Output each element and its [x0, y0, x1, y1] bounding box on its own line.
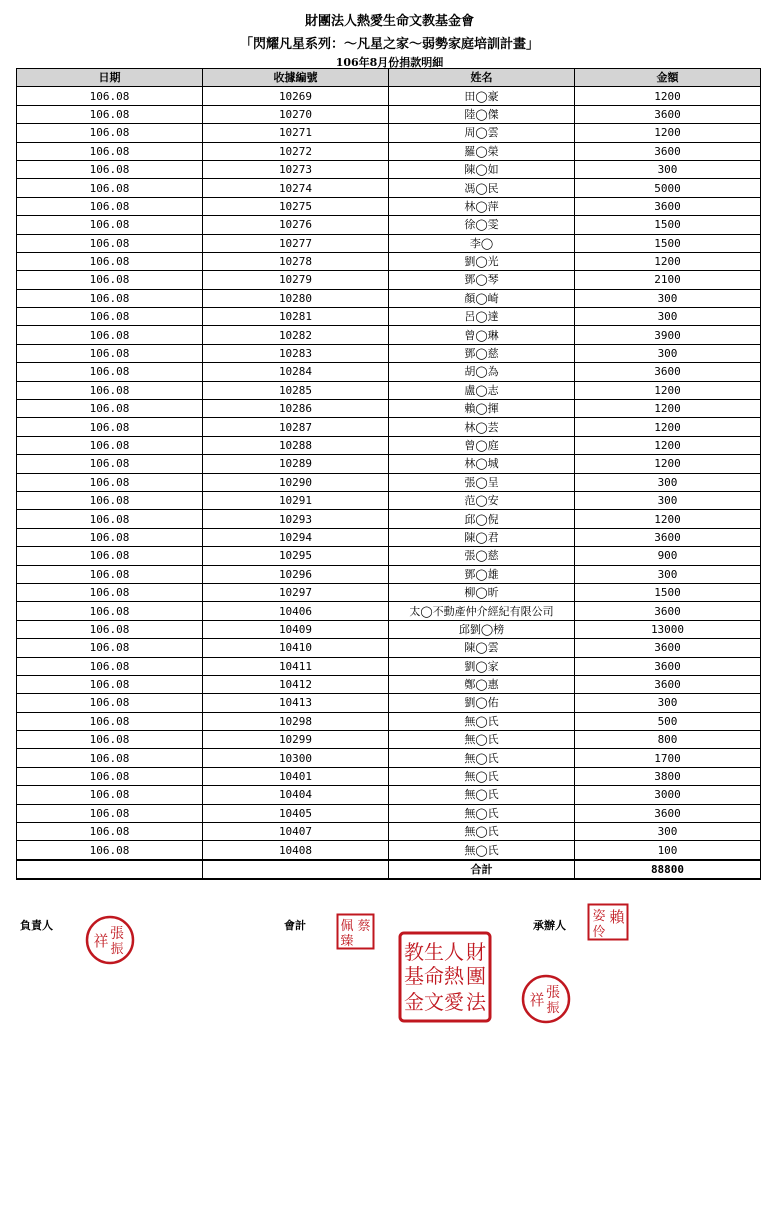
cell-date: 106.08 — [17, 418, 203, 436]
cell-receipt-no: 10269 — [203, 87, 389, 105]
cell-date: 106.08 — [17, 841, 203, 860]
cell-date: 106.08 — [17, 400, 203, 418]
total-label: 合計 — [389, 860, 575, 879]
svg-text:姿: 姿 — [592, 909, 606, 924]
cell-receipt-no: 10280 — [203, 289, 389, 307]
table-row — [17, 620, 761, 638]
cell-name: 曾◯庭 — [389, 436, 575, 454]
cell-receipt-no: 10275 — [203, 197, 389, 215]
cell-amount: 5000 — [575, 179, 761, 197]
column-header-date: 日期 — [17, 69, 203, 87]
cell-date: 106.08 — [17, 510, 203, 528]
cell-name: 馮◯民 — [389, 179, 575, 197]
cell-amount: 300 — [575, 308, 761, 326]
cell-amount: 1500 — [575, 234, 761, 252]
cell-date: 106.08 — [17, 197, 203, 215]
cell-name: 鄧◯雄 — [389, 565, 575, 583]
cell-name: 鄧◯慈 — [389, 344, 575, 362]
svg-text:財: 財 — [466, 940, 486, 964]
cell-date: 106.08 — [17, 491, 203, 509]
cell-date: 106.08 — [17, 179, 203, 197]
donation-table — [16, 68, 761, 880]
cell-name: 劉◯家 — [389, 657, 575, 675]
cell-date: 106.08 — [17, 436, 203, 454]
svg-text:臻: 臻 — [340, 934, 354, 949]
table-row — [17, 841, 761, 860]
cell-amount: 1200 — [575, 124, 761, 142]
cell-date: 106.08 — [17, 455, 203, 473]
cell-date: 106.08 — [17, 473, 203, 491]
cell-name: 顏◯崎 — [389, 289, 575, 307]
cell-amount: 300 — [575, 694, 761, 712]
svg-text:蔡: 蔡 — [357, 919, 371, 934]
table-row — [17, 565, 761, 583]
svg-text:法: 法 — [466, 990, 486, 1014]
table-row — [17, 804, 761, 822]
cell-name: 無◯氏 — [389, 731, 575, 749]
cell-name: 徐◯雯 — [389, 216, 575, 234]
table-row — [17, 749, 761, 767]
cell-receipt-no: 10300 — [203, 749, 389, 767]
cell-amount: 1500 — [575, 216, 761, 234]
table-row — [17, 308, 761, 326]
cell-name: 陳◯君 — [389, 528, 575, 546]
svg-text:教: 教 — [404, 940, 424, 964]
table-row — [17, 179, 761, 197]
cell-date: 106.08 — [17, 381, 203, 399]
cell-receipt-no: 10293 — [203, 510, 389, 528]
cell-name: 無◯氏 — [389, 712, 575, 730]
cell-receipt-no: 10412 — [203, 675, 389, 693]
svg-text:祥: 祥 — [93, 932, 109, 950]
svg-text:伶: 伶 — [592, 925, 606, 940]
cell-amount: 100 — [575, 841, 761, 860]
cell-receipt-no: 10401 — [203, 767, 389, 785]
cell-date: 106.08 — [17, 639, 203, 657]
table-row — [17, 786, 761, 804]
cell-name: 無◯氏 — [389, 767, 575, 785]
cell-receipt-no: 10411 — [203, 657, 389, 675]
cell-amount: 1200 — [575, 510, 761, 528]
cell-amount: 3600 — [575, 639, 761, 657]
cell-date: 106.08 — [17, 694, 203, 712]
cell-name: 張◯慈 — [389, 547, 575, 565]
cell-receipt-no: 10408 — [203, 841, 389, 860]
cell-name: 無◯氏 — [389, 749, 575, 767]
table-row — [17, 823, 761, 841]
svg-text:文: 文 — [424, 990, 444, 1014]
org-title: 財團法人熱愛生命文教基金會 — [304, 14, 474, 29]
cell-date: 106.08 — [17, 620, 203, 638]
chief-seal-stamp — [84, 914, 136, 966]
svg-text:祥: 祥 — [529, 991, 545, 1009]
cell-name: 范◯安 — [389, 491, 575, 509]
cell-receipt-no: 10289 — [203, 455, 389, 473]
cell-date: 106.08 — [17, 160, 203, 178]
cell-name: 周◯雲 — [389, 124, 575, 142]
table-row — [17, 197, 761, 215]
cell-receipt-no: 10295 — [203, 547, 389, 565]
cell-date: 106.08 — [17, 252, 203, 270]
cell-amount: 1200 — [575, 455, 761, 473]
cell-amount: 3600 — [575, 142, 761, 160]
cell-receipt-no: 10407 — [203, 823, 389, 841]
cell-date: 106.08 — [17, 786, 203, 804]
cell-amount: 300 — [575, 289, 761, 307]
cell-date: 106.08 — [17, 124, 203, 142]
column-header-amount: 金額 — [575, 69, 761, 87]
table-row — [17, 418, 761, 436]
table-row — [17, 344, 761, 362]
cell-date: 106.08 — [17, 105, 203, 123]
cell-name: 呂◯達 — [389, 308, 575, 326]
svg-text:基: 基 — [404, 964, 424, 988]
project-title: 「閃耀凡星系列：～凡星之家～弱勢家庭培訓計畫」 — [239, 37, 539, 52]
cell-amount: 3600 — [575, 675, 761, 693]
table-row — [17, 455, 761, 473]
cell-amount: 500 — [575, 712, 761, 730]
table-row — [17, 289, 761, 307]
cell-amount: 300 — [575, 491, 761, 509]
cell-name: 鄭◯惠 — [389, 675, 575, 693]
svg-text:振: 振 — [546, 1001, 560, 1016]
table-row — [17, 528, 761, 546]
table-row — [17, 547, 761, 565]
cell-receipt-no: 10299 — [203, 731, 389, 749]
table-row — [17, 87, 761, 105]
cell-amount: 3600 — [575, 105, 761, 123]
svg-text:張: 張 — [110, 926, 124, 942]
svg-text:佩: 佩 — [340, 919, 354, 934]
cell-receipt-no: 10404 — [203, 786, 389, 804]
cell-receipt-no: 10281 — [203, 308, 389, 326]
svg-text:張: 張 — [546, 985, 560, 1001]
svg-text:熱: 熱 — [444, 964, 464, 988]
cell-date: 106.08 — [17, 767, 203, 785]
cell-date: 106.08 — [17, 675, 203, 693]
cell-receipt-no: 10272 — [203, 142, 389, 160]
cell-receipt-no: 10282 — [203, 326, 389, 344]
cell-date: 106.08 — [17, 583, 203, 601]
cell-date: 106.08 — [17, 528, 203, 546]
svg-text:人: 人 — [444, 940, 464, 964]
cell-amount: 13000 — [575, 620, 761, 638]
cell-amount: 1200 — [575, 400, 761, 418]
cell-amount: 800 — [575, 731, 761, 749]
cell-receipt-no: 10288 — [203, 436, 389, 454]
total-empty-cell — [203, 860, 389, 879]
table-row — [17, 767, 761, 785]
cell-name: 林◯城 — [389, 455, 575, 473]
cell-date: 106.08 — [17, 308, 203, 326]
cell-name: 劉◯光 — [389, 252, 575, 270]
cell-receipt-no: 10297 — [203, 583, 389, 601]
cell-date: 106.08 — [17, 565, 203, 583]
table-row — [17, 216, 761, 234]
cell-name: 邱◯倪 — [389, 510, 575, 528]
handler-round-seal-stamp — [520, 973, 572, 1025]
cell-date: 106.08 — [17, 547, 203, 565]
table-row — [17, 657, 761, 675]
cell-date: 106.08 — [17, 344, 203, 362]
cell-receipt-no: 10285 — [203, 381, 389, 399]
table-row — [17, 436, 761, 454]
column-header-name: 姓名 — [389, 69, 575, 87]
handler-label: 承辦人 — [533, 919, 566, 932]
cell-name: 陳◯如 — [389, 160, 575, 178]
table-row — [17, 142, 761, 160]
cell-amount: 3600 — [575, 363, 761, 381]
cell-receipt-no: 10279 — [203, 271, 389, 289]
cell-receipt-no: 10286 — [203, 400, 389, 418]
accountant-label: 會計 — [284, 919, 306, 932]
table-row — [17, 234, 761, 252]
table-row — [17, 639, 761, 657]
accountant-seal-stamp — [336, 913, 375, 950]
cell-date: 106.08 — [17, 749, 203, 767]
cell-name: 劉◯佑 — [389, 694, 575, 712]
table-row — [17, 675, 761, 693]
cell-date: 106.08 — [17, 823, 203, 841]
cell-amount: 3600 — [575, 602, 761, 620]
cell-name: 林◯萍 — [389, 197, 575, 215]
cell-date: 106.08 — [17, 712, 203, 730]
cell-receipt-no: 10405 — [203, 804, 389, 822]
table-row — [17, 363, 761, 381]
report-subtitle: 106年8月份捐款明細 — [335, 56, 444, 69]
cell-date: 106.08 — [17, 142, 203, 160]
svg-text:團: 團 — [466, 964, 486, 988]
cell-receipt-no: 10274 — [203, 179, 389, 197]
cell-date: 106.08 — [17, 216, 203, 234]
cell-receipt-no: 10413 — [203, 694, 389, 712]
cell-name: 張◯呈 — [389, 473, 575, 491]
cell-name: 無◯氏 — [389, 841, 575, 860]
cell-date: 106.08 — [17, 602, 203, 620]
cell-name: 林◯芸 — [389, 418, 575, 436]
cell-amount: 3600 — [575, 197, 761, 215]
cell-amount: 300 — [575, 160, 761, 178]
cell-amount: 3600 — [575, 657, 761, 675]
cell-amount: 3600 — [575, 804, 761, 822]
cell-amount: 300 — [575, 823, 761, 841]
cell-receipt-no: 10277 — [203, 234, 389, 252]
cell-name: 邱劉◯榜 — [389, 620, 575, 638]
cell-amount: 300 — [575, 565, 761, 583]
cell-name: 賴◯揮 — [389, 400, 575, 418]
cell-name: 太◯不動產仲介經紀有限公司 — [389, 602, 575, 620]
cell-amount: 300 — [575, 473, 761, 491]
cell-name: 盧◯志 — [389, 381, 575, 399]
table-row — [17, 160, 761, 178]
cell-receipt-no: 10276 — [203, 216, 389, 234]
table-row — [17, 271, 761, 289]
cell-amount: 3000 — [575, 786, 761, 804]
cell-date: 106.08 — [17, 731, 203, 749]
cell-amount: 1200 — [575, 252, 761, 270]
chief-label: 負責人 — [20, 919, 53, 932]
cell-name: 無◯氏 — [389, 823, 575, 841]
cell-amount: 1200 — [575, 87, 761, 105]
cell-name: 柳◯昕 — [389, 583, 575, 601]
cell-receipt-no: 10290 — [203, 473, 389, 491]
svg-text:生: 生 — [424, 940, 444, 964]
cell-date: 106.08 — [17, 87, 203, 105]
table-row — [17, 400, 761, 418]
cell-name: 無◯氏 — [389, 786, 575, 804]
table-row — [17, 381, 761, 399]
table-header-row — [17, 69, 761, 87]
handler-seal-stamp — [587, 903, 629, 941]
cell-receipt-no: 10283 — [203, 344, 389, 362]
cell-receipt-no: 10271 — [203, 124, 389, 142]
table-row — [17, 694, 761, 712]
table-row — [17, 712, 761, 730]
cell-date: 106.08 — [17, 657, 203, 675]
table-row — [17, 473, 761, 491]
foundation-seal-stamp — [398, 931, 492, 1023]
cell-name: 陳◯雲 — [389, 639, 575, 657]
table-row — [17, 105, 761, 123]
cell-receipt-no: 10291 — [203, 491, 389, 509]
column-header-receipt-no: 收據編號 — [203, 69, 389, 87]
cell-receipt-no: 10278 — [203, 252, 389, 270]
cell-name: 無◯氏 — [389, 804, 575, 822]
svg-text:命: 命 — [424, 964, 444, 988]
svg-text:金: 金 — [404, 990, 424, 1014]
cell-amount: 3900 — [575, 326, 761, 344]
cell-receipt-no: 10409 — [203, 620, 389, 638]
cell-receipt-no: 10273 — [203, 160, 389, 178]
cell-date: 106.08 — [17, 363, 203, 381]
cell-amount: 2100 — [575, 271, 761, 289]
cell-amount: 1200 — [575, 436, 761, 454]
svg-text:愛: 愛 — [444, 990, 464, 1014]
cell-name: 陸◯傑 — [389, 105, 575, 123]
total-empty-cell — [17, 860, 203, 879]
cell-date: 106.08 — [17, 289, 203, 307]
cell-name: 鄧◯琴 — [389, 271, 575, 289]
cell-name: 曾◯琳 — [389, 326, 575, 344]
total-amount: 88800 — [575, 860, 761, 879]
table-row — [17, 252, 761, 270]
table-row — [17, 124, 761, 142]
cell-name: 李◯ — [389, 234, 575, 252]
svg-text:振: 振 — [110, 942, 124, 957]
cell-name: 田◯豪 — [389, 87, 575, 105]
cell-receipt-no: 10270 — [203, 105, 389, 123]
cell-amount: 3600 — [575, 528, 761, 546]
cell-date: 106.08 — [17, 271, 203, 289]
cell-name: 胡◯為 — [389, 363, 575, 381]
cell-receipt-no: 10296 — [203, 565, 389, 583]
table-row — [17, 326, 761, 344]
table-row — [17, 602, 761, 620]
cell-receipt-no: 10294 — [203, 528, 389, 546]
table-row — [17, 510, 761, 528]
cell-receipt-no: 10410 — [203, 639, 389, 657]
cell-amount: 300 — [575, 344, 761, 362]
cell-receipt-no: 10298 — [203, 712, 389, 730]
cell-receipt-no: 10287 — [203, 418, 389, 436]
cell-amount: 1700 — [575, 749, 761, 767]
cell-date: 106.08 — [17, 234, 203, 252]
cell-date: 106.08 — [17, 326, 203, 344]
cell-amount: 1500 — [575, 583, 761, 601]
cell-date: 106.08 — [17, 804, 203, 822]
cell-receipt-no: 10406 — [203, 602, 389, 620]
cell-amount: 3800 — [575, 767, 761, 785]
cell-receipt-no: 10284 — [203, 363, 389, 381]
svg-text:賴: 賴 — [609, 908, 625, 926]
cell-amount: 1200 — [575, 418, 761, 436]
table-row — [17, 583, 761, 601]
table-row — [17, 731, 761, 749]
total-row — [17, 860, 761, 879]
cell-name: 羅◯榮 — [389, 142, 575, 160]
cell-amount: 900 — [575, 547, 761, 565]
cell-amount: 1200 — [575, 381, 761, 399]
table-row — [17, 491, 761, 509]
